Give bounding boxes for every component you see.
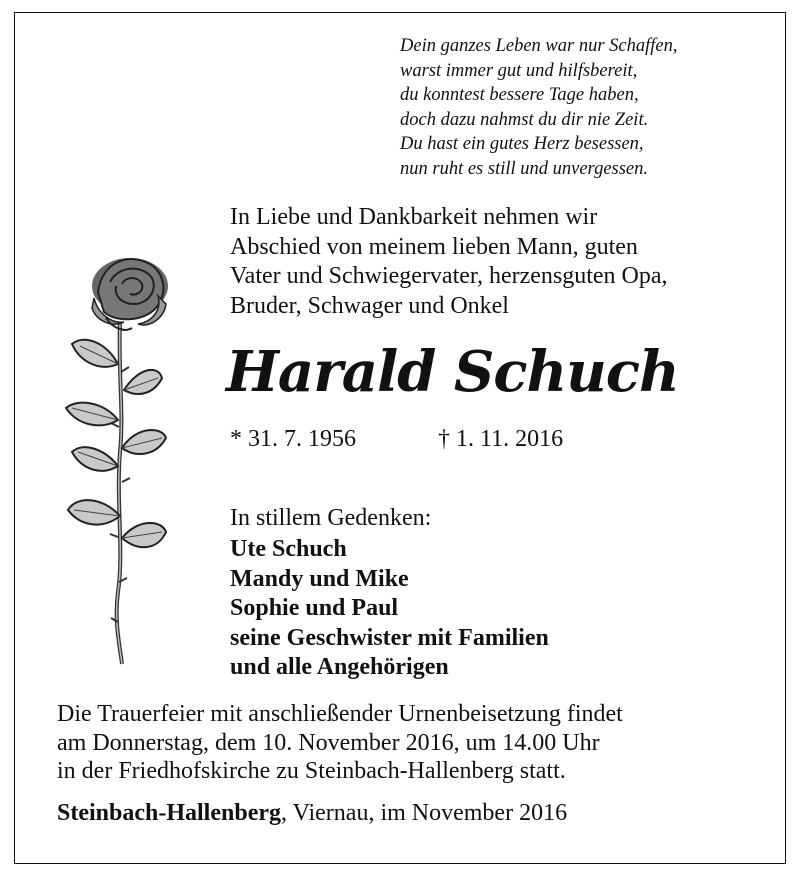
funeral-details [57, 700, 777, 786]
closing-place: Steinbach-Hallenberg [57, 800, 282, 826]
memorial-poem [400, 34, 780, 181]
mourner: Sophie und Paul [230, 595, 399, 621]
funeral-line: am Donnerstag, dem 10. November 2016, um 14.00 Uhr [57, 729, 600, 756]
poem-line: doch dazu nahmst du dir nie Zeit. [400, 109, 649, 130]
intro-line: Vater und Schwiegervater, herzensguten Opa, [230, 263, 668, 289]
intro-line: In Liebe und Dankbarkeit nehmen wir [230, 204, 598, 230]
death-date: † 1. 11. 2016 [438, 426, 564, 452]
mourner: Ute Schuch [230, 536, 347, 562]
funeral-line: in der Friedhofskirche zu Steinbach-Hallenberg statt. [57, 758, 566, 784]
intro-text [230, 203, 770, 321]
memory-heading: In stillem Gedenken: [230, 505, 432, 531]
intro-line: Bruder, Schwager und Onkel [230, 292, 509, 319]
intro-line: Abschied von meinem lieben Mann, guten [230, 233, 638, 260]
poem-line: du konntest bessere Tage haben, [400, 85, 639, 105]
deceased-name: Harald Schuch [226, 339, 679, 405]
mourners-list [230, 535, 549, 683]
poem-line: Du hast ein gutes Herz besessen, [400, 134, 644, 154]
closing-rest: , Viernau, im November 2016 [281, 800, 568, 826]
mourner: seine Geschwister mit Familien [230, 624, 549, 651]
rose-illustration [58, 252, 188, 670]
funeral-line: Die Trauerfeier mit anschließender Urnenbeisetzung findet [57, 701, 623, 727]
birth-date: * 31. 7. 1956 [230, 426, 356, 452]
closing-line [57, 798, 567, 828]
mourner: Mandy und Mike [230, 565, 409, 592]
mourner: und alle Angehörigen [230, 654, 449, 680]
poem-line: warst immer gut und hilfsbereit, [400, 60, 638, 81]
poem-line: nun ruht es still und unvergessen. [400, 158, 649, 179]
poem-line: Dein ganzes Leben war nur Schaffen, [400, 36, 678, 56]
